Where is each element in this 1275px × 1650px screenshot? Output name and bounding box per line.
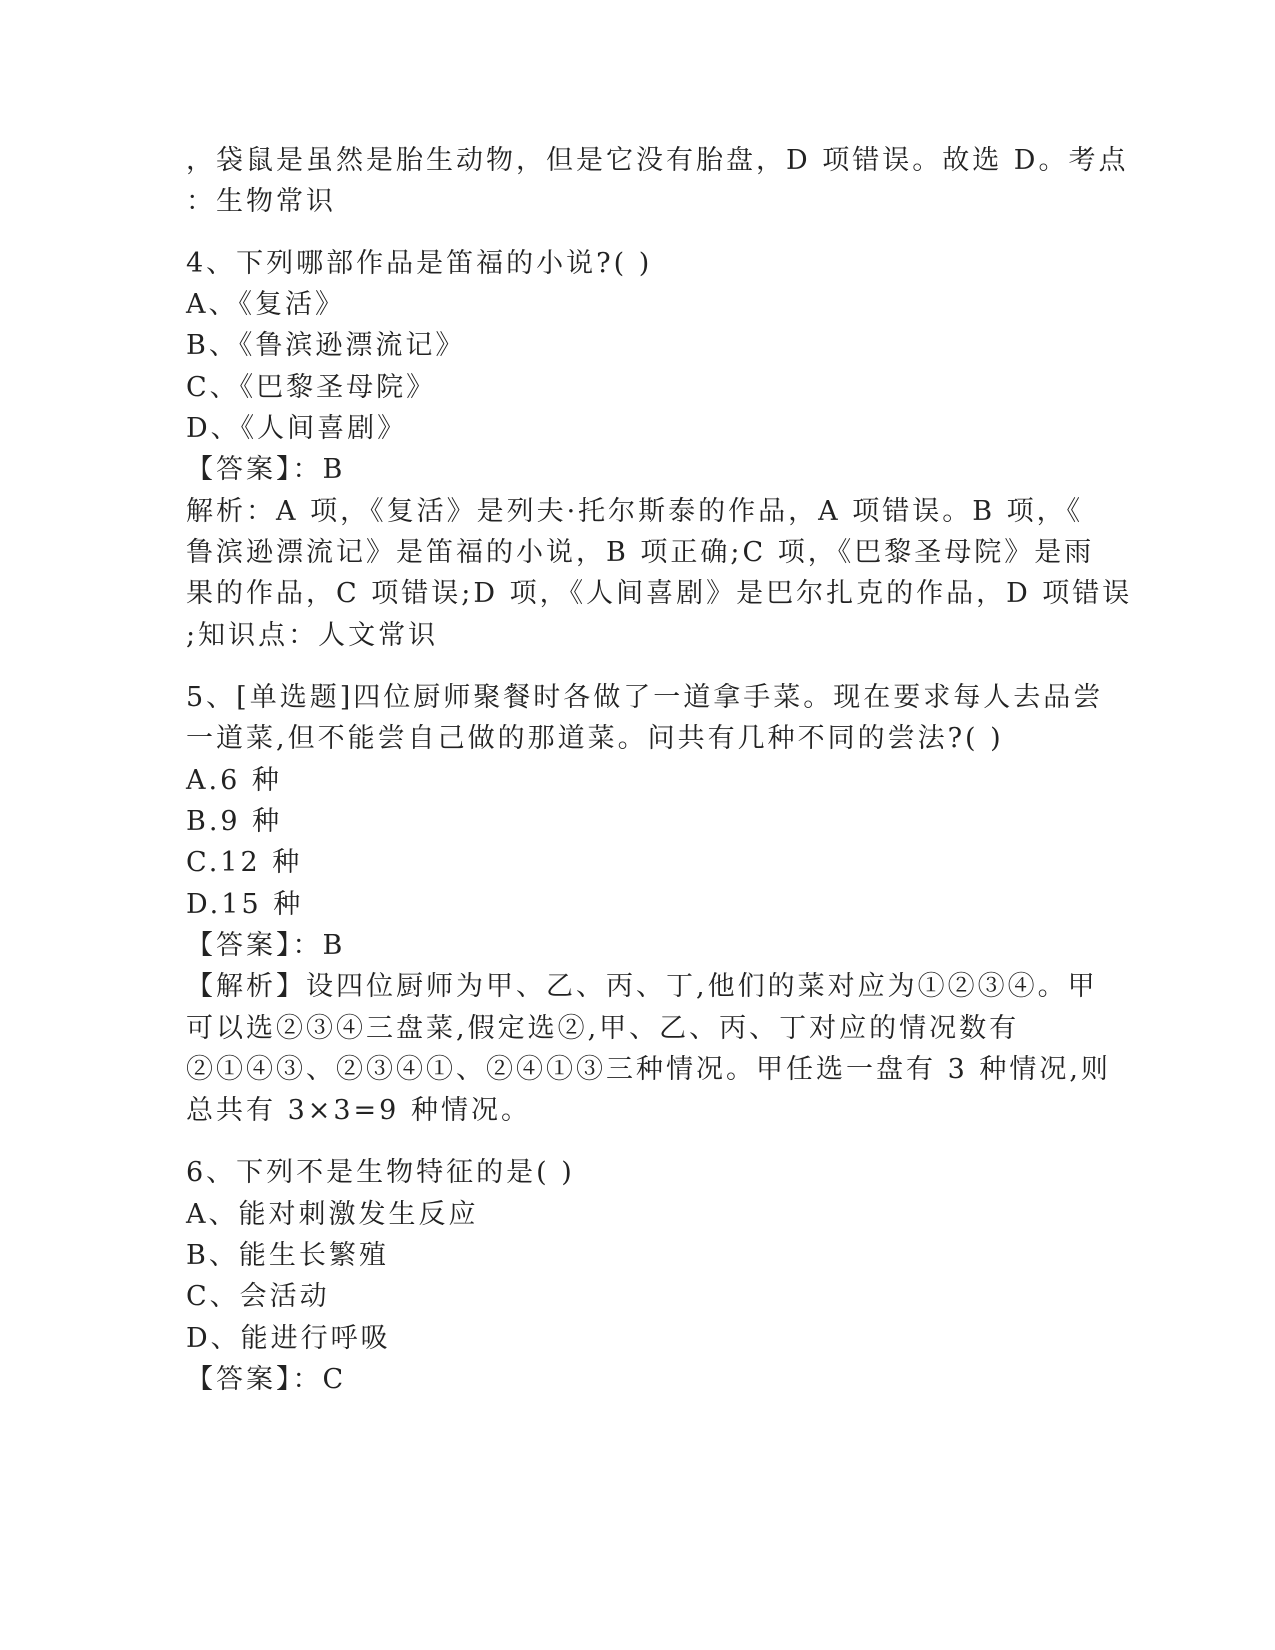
q5-question-line-1: 5、[单选题]四位厨师聚餐时各做了一道拿手菜。现在要求每人去品尝 bbox=[186, 682, 1104, 713]
q6-question: 6、下列不是生物特征的是( ) bbox=[186, 1157, 575, 1188]
q5-question-line-2: 一道菜,但不能尝自己做的那道菜。问共有几种不同的尝法?( ) bbox=[186, 723, 1004, 754]
q5-analysis-line-3: ②①④③、②③④①、②④①③三种情况。甲任选一盘有 3 种情况,则 bbox=[186, 1054, 1111, 1085]
q6-option-c: C、会活动 bbox=[186, 1281, 330, 1312]
q4-option-a: A、《复活》 bbox=[186, 289, 345, 320]
q4-analysis-line-4: ;知识点：人文常识 bbox=[186, 620, 439, 651]
q4-option-b: B、《鲁滨逊漂流记》 bbox=[186, 330, 466, 361]
q5-option-d: D.15 种 bbox=[186, 889, 304, 920]
q4-answer: 【答案】：B bbox=[186, 454, 346, 485]
q6-option-b: B、能生长繁殖 bbox=[186, 1240, 389, 1271]
q6-option-d: D、能进行呼吸 bbox=[186, 1323, 391, 1354]
q5-option-a: A.6 种 bbox=[186, 765, 282, 796]
q5-answer: 【答案】：B bbox=[186, 930, 346, 961]
q5-analysis-line-2: 可以选②③④三盘菜,假定选②,甲、乙、丙、丁对应的情况数有 bbox=[186, 1013, 1020, 1044]
q5-option-b: B.9 种 bbox=[186, 806, 283, 837]
q4-option-c: C、《巴黎圣母院》 bbox=[186, 372, 437, 403]
q4-option-d: D、《人间喜剧》 bbox=[186, 413, 408, 444]
q4-analysis-line-3: 果的作品，C 项错误;D 项，《人间喜剧》是巴尔扎克的作品，D 项错误 bbox=[186, 578, 1133, 609]
q6-answer: 【答案】：C bbox=[186, 1364, 347, 1395]
q5-analysis-line-1: 【解析】设四位厨师为甲、乙、丙、丁,他们的菜对应为①②③④。甲 bbox=[186, 971, 1098, 1002]
q5-option-c: C.12 种 bbox=[186, 847, 303, 878]
q5-analysis-line-4: 总共有 3×3=9 种情况。 bbox=[186, 1095, 531, 1126]
q4-analysis-line-2: 鲁滨逊漂流记》是笛福的小说，B 项正确;C 项，《巴黎圣母院》是雨 bbox=[186, 537, 1095, 568]
q4-analysis-line-1: 解析：A 项，《复活》是列夫·托尔斯泰的作品，A 项错误。B 项，《 bbox=[186, 496, 1084, 527]
intro-line-2: ：生物常识 bbox=[186, 186, 336, 217]
q6-option-a: A、能对刺激发生反应 bbox=[186, 1199, 479, 1230]
intro-line-1: ，袋鼠是虽然是胎生动物，但是它没有胎盘，D 项错误。故选 D。考点 bbox=[186, 145, 1129, 176]
q4-question: 4、下列哪部作品是笛福的小说?( ) bbox=[186, 248, 653, 279]
